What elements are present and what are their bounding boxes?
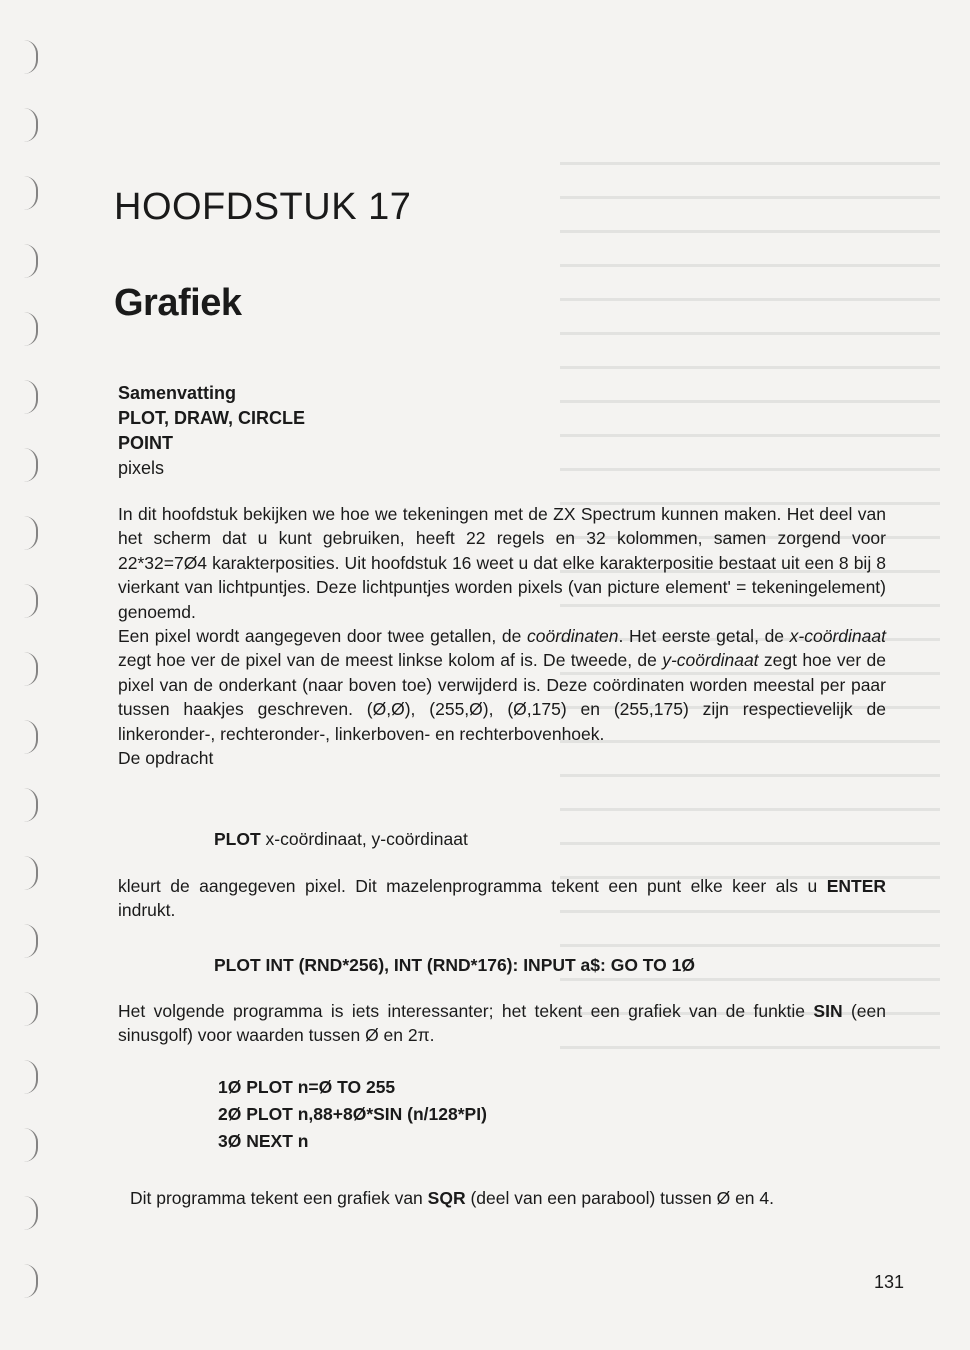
binding-ring [22,1128,38,1162]
keyword: SQR [427,1188,466,1208]
page-number: 131 [874,1272,905,1292]
plot-command [214,829,468,850]
spiral-binding [22,40,46,1330]
summary-line: pixels [118,458,165,478]
italic-term: y-coördinaat [662,650,759,671]
binding-ring [22,652,38,686]
listing-line: 2Ø PLOT n,88+8Ø*SIN (n/128*PI) [218,1104,487,1124]
listing-line: 1Ø PLOT n=Ø TO 255 [218,1077,396,1097]
summary-line: PLOT, DRAW, CIRCLE [118,408,306,428]
plot-explanation [118,874,886,923]
paragraph-text: De opdracht [118,748,214,769]
binding-ring [22,108,38,142]
binding-ring [22,448,38,482]
binding-ring [22,1196,38,1230]
binding-ring [22,992,38,1026]
binding-ring [22,380,38,414]
text-span: Het volgende programma is iets interessanter; het tekent een grafiek van de funktie [118,1001,814,1021]
summary-block [118,381,305,481]
text-span: Dit programma tekent een grafiek van [130,1188,428,1208]
listing-line: 3Ø NEXT n [218,1131,309,1151]
binding-ring [22,584,38,618]
text-span: kleurt de aangegeven pixel. Dit mazelenprogramma tekent een punt elke keer als u [118,876,827,896]
binding-ring [22,244,38,278]
random-plot-program: PLOT INT (RND*256), INT (RND*176): INPUT a$: GO TO 1Ø [214,955,695,975]
command-args: x-coördinaat, y-coördinaat [260,829,468,849]
keyword: ENTER [826,876,886,896]
chapter-heading: HOOFDSTUK 17 [114,186,412,228]
keyword: PLOT [214,829,261,849]
binding-ring [22,1264,38,1298]
binding-ring [22,176,38,210]
program-listing [218,1074,487,1155]
binding-ring [22,312,38,346]
binding-ring [22,856,38,890]
text-span: (een sinusgolf) voor waarden tussen Ø en 2π. [118,1001,887,1046]
binding-ring [22,720,38,754]
page-title: Grafiek [114,282,242,324]
text-span: indrukt. [118,900,176,921]
binding-ring [22,40,38,74]
paragraph-text: In dit hoofdstuk bekijken we hoe we tekeningen met de ZX Spectrum kunnen maken. Het deel van het scherm dat u kunt gebruiken, heeft 22 regels en 32 kolommen, samen zorgend voor 22*32=7Ø4 karakterposities. Uit hoofdstuk 16 weet u dat elke karakterpositie bestaat uit een 8 bij 8 vierkant van lichtpuntjes. Deze lichtpuntjes worden pixels (van picture element' = tekeningelement) genoemd. [118,504,886,622]
text-span: zegt hoe ver de pixel van de meest linkse kolom af is. De tweede, de [118,650,663,671]
binding-ring [22,788,38,822]
sqr-paragraph [130,1186,898,1210]
sin-paragraph [118,999,886,1048]
paragraph-text [118,624,886,746]
binding-ring [22,516,38,550]
summary-heading: Samenvatting [118,383,237,403]
italic-term: coördinaten [527,626,619,647]
binding-ring [22,1060,38,1094]
text-span: Een pixel wordt aangegeven door twee getallen, de [118,626,527,647]
intro-paragraph [118,502,886,770]
summary-line: POINT [118,433,174,453]
binding-ring [22,924,38,958]
text-span: (deel van een parabool) tussen Ø en 4. [465,1188,774,1208]
text-span: . Het eerste getal, de [618,626,790,647]
keyword: SIN [813,1001,843,1021]
italic-term: x-coördinaat [789,626,886,647]
text-span: zegt hoe ver de pixel van de onderkant (naar boven toe) verwijderd is. Deze coördinaten worden meestal per paar tussen haakjes geschreven. (Ø,Ø), (255,Ø), (Ø,175) en (255,175) zijn respectievelijk de linkeronder-, rechteronder-, linkerboven- en rechterbovenhoek. [118,650,886,744]
